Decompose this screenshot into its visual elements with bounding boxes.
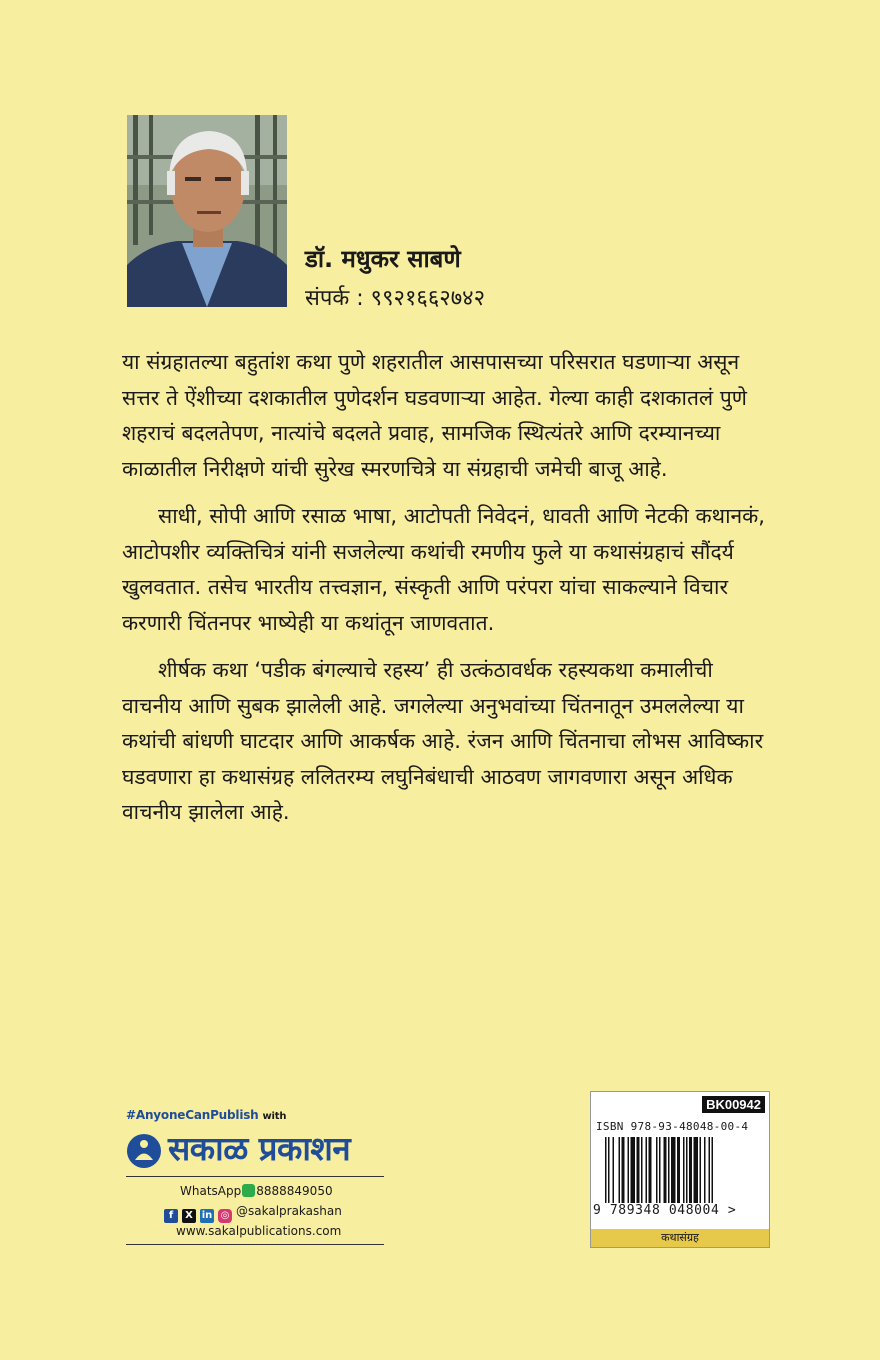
social-handle: @sakalprakashan	[236, 1204, 342, 1218]
barcode-bar	[628, 1137, 630, 1203]
barcode-bar	[694, 1137, 699, 1203]
barcode-bar	[631, 1137, 636, 1203]
barcode-bar	[637, 1137, 640, 1203]
facebook-icon: f	[164, 1209, 178, 1223]
tagline-suffix: with	[262, 1111, 287, 1122]
publisher-logo	[126, 1125, 384, 1171]
instagram-icon: ◎	[218, 1209, 232, 1223]
author-photo	[127, 115, 287, 307]
isbn-text: ISBN 978-93-48048-00-4	[596, 1120, 749, 1133]
barcode-bar	[704, 1137, 706, 1203]
ean-digits: 9 789348 048004 >	[593, 1203, 737, 1218]
publisher-divider-top	[126, 1176, 384, 1177]
barcode-bar	[700, 1137, 702, 1203]
x-icon: X	[182, 1209, 196, 1223]
whatsapp-number: 8888849050	[256, 1184, 333, 1198]
tagline-hashtag: #AnyoneCanPublish	[126, 1108, 259, 1122]
barcode-bar	[608, 1137, 610, 1203]
barcode-bar	[649, 1137, 652, 1203]
barcode-bar	[646, 1137, 648, 1203]
publisher-block	[126, 1108, 384, 1250]
publisher-social	[164, 1204, 342, 1223]
blurb	[122, 345, 772, 843]
barcode-bar	[613, 1137, 615, 1203]
barcode-bar	[619, 1137, 621, 1203]
barcode-bar	[659, 1137, 661, 1203]
barcode-bar	[664, 1137, 667, 1203]
barcode-bar	[605, 1137, 607, 1203]
publisher-divider-bottom	[126, 1244, 384, 1245]
barcode-bar	[712, 1137, 714, 1203]
blurb-paragraph-3: शीर्षक कथा ‘पडीक बंगल्याचे रहस्य’ ही उत्कंठावर्धक रहस्यकथा कमालीची वाचनीय आणि सुबक झालेली आहे. जगलेल्या अनुभवांच्या चिंतनातून उमललेल्या या कथांची बांधणी घाटदार आणि आकर्षक आहे. रंजन आणि चिंतनाचा लोभस आविष्कार घडवणारा हा कथासंग्रह ललितरम्य लघुनिबंधाची आठवण जागवणारा असून अधिक वाचनीय झालेला आहे.	[122, 658, 764, 824]
barcode-bars	[605, 1137, 757, 1203]
whatsapp-label: WhatsApp	[180, 1184, 242, 1198]
barcode-bar	[641, 1137, 643, 1203]
publisher-tagline	[126, 1108, 286, 1122]
barcode-bar	[686, 1137, 688, 1203]
barcode-bar	[668, 1137, 670, 1203]
barcode-bar	[709, 1137, 711, 1203]
barcode-bar	[677, 1137, 680, 1203]
barcode-bar	[656, 1137, 658, 1203]
blurb-paragraph-1: या संग्रहातल्या बहुतांश कथा पुणे शहरातील आसपासच्या परिसरात घडणाऱ्या असून सत्तर ते ऐंशीच्या दशकातील पुणेदर्शन घडवणाऱ्या आहेत. गेल्या काही दशकातलं पुणे शहराचं बदलतेपण, नात्यांचे बदलते प्रवाह, सामजिक स्थित्यंतरे आणि दरम्यानच्या काळातील निरीक्षणे यांची सुरेख स्मरणचित्रे या संग्रहाची जमेची बाजू आहे.	[122, 350, 747, 481]
author-name: डॉ. मधुकर साबणे	[305, 245, 461, 273]
whatsapp-icon	[242, 1184, 255, 1197]
book-code: BK00942	[702, 1096, 765, 1113]
barcode-bar	[683, 1137, 685, 1203]
publisher-emblem-icon	[126, 1133, 162, 1169]
category-label: कथासंग्रह	[591, 1229, 769, 1247]
blurb-paragraph-2: साधी, सोपी आणि रसाळ भाषा, आटोपती निवेदनं, धावती आणि नेटकी कथानकं, आटोपशीर व्यक्तिचित्रं यांनी सजलेल्या कथांची रमणीय फुले या कथासंग्रहाचं सौंदर्य खुलवतात. तसेच भारतीय तत्त्वज्ञान, संस्कृती आणि परंपरा यांचा साकल्याने विचार करणारी चिंतनपर भाष्येही या कथांतून जाणवतात.	[122, 504, 765, 635]
publisher-logo-text: सकाळ प्रकाशन	[168, 1129, 351, 1168]
barcode-bar	[622, 1137, 625, 1203]
barcode-bar	[671, 1137, 676, 1203]
linkedin-icon: in	[201, 1210, 213, 1221]
publisher-whatsapp	[180, 1184, 333, 1198]
author-contact: संपर्क : ९९२१६६२७४२	[305, 286, 486, 311]
publisher-website: www.sakalpublications.com	[176, 1224, 342, 1238]
barcode-bar	[689, 1137, 692, 1203]
barcode-box	[590, 1091, 770, 1248]
